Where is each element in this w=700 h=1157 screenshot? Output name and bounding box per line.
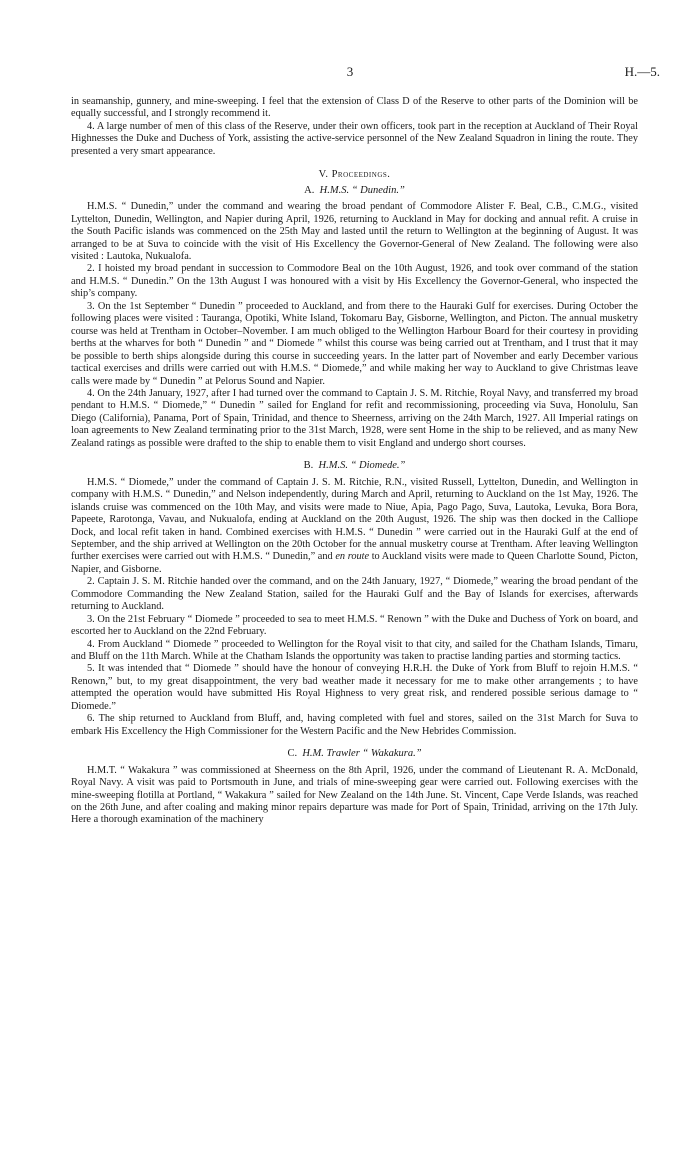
paragraph: 4. From Auckland “ Diomede ” proceeded to Wellington for the Royal visit to that city, and sailed for the Chatham Islands, Timaru, and Bluff on the 11th March. While at the Chatham Islands the opportunity was taken to practise landing parties and storming tactics.: [71, 638, 638, 663]
paragraph: H.M.S. “ Dunedin,” under the command and wearing the broad pendant of Commodore Alister F. Beal, C.B., C.M.G., visited Lyttelton, Dunedin, Wellington, and Napier during April, 1926, returning to Auckland in May for docking and annual refit. A cruise in the South Pacific islands was commenced on the 25th May and lasted until the return to Wellington at the beginning of August. It was arranged to be at Suva to coincide with the visit of His Excellency the Governor-General of New Zealand. The following were also visited : Lautoka, Nukualofa.: [71, 201, 638, 262]
paragraph: 3. On the 1st September “ Dunedin ” proceeded to Auckland, and from there to the Hauraki Gulf for exercises. During October the following places were visited : Tauranga, Opotiki, White Island, Tokomaru Bay, Gisborne, Wellington, and Picton. The annual musketry course was held at Trentham in October–November. I am much obliged to the Wellington Harbour Board for their courtesy in providing berths at the wharves for both “ Dunedin ” and “ Diomede ” whilst this course was being carried out at Trentham, and I trust that it may be possible to berth ships alongside during this course in succeeding years. In the latter part of November and early December various tactical exercises and drills were carried out with H.M.S. “ Diomede,” and while making her way to Auckland to give Christmas leave calls were made by “ Dunedin ” at Pelorus Sound and Napier.: [71, 300, 638, 387]
subsection-heading-dunedin: A. H.M.S. “ Dunedin.”: [304, 184, 405, 196]
paragraph: 5. It was intended that “ Diomede ” should have the honour of conveying H.R.H. the Duke of York from Bluff to rejoin H.M.S. “ Renown,” but, to my great disappointment, the very bad weather made it necessary for me to make other arrangements ; to have attempted the operation would have submitted His Royal Highness to very great risk, and rendered possible serious damage to “ Diomede.”: [71, 663, 638, 712]
document-reference: H.—5.: [624, 64, 660, 79]
paragraph: 2. I hoisted my broad pendant in succession to Commodore Beal on the 10th August, 1926, and took over command of the station and H.M.S. “ Dunedin.” On the 13th August I was honoured with a visit by His Excellency the Governor-General, who inspected the ship’s company.: [71, 263, 638, 300]
paragraph: in seamanship, gunnery, and mine-sweeping. I feel that the extension of Class D of the Reserve to other parts of the Dominion will be equally successful, and I strongly recommend it.: [71, 96, 638, 120]
subsection-heading-diomede: B. H.M.S. “ Diomede.”: [303, 460, 406, 472]
page-number: 3: [346, 64, 354, 79]
paragraph: H.M.T. “ Wakakura ” was commissioned at Sheerness on the 8th April, 1926, under the command of Lieutenant R. A. McDonald, Royal Navy. A visit was paid to Portsmouth in June, and trials of mine-sweeping gear were carried out. Following exercises with the mine-sweeping flotilla at Portland, “ Wakakura ” sailed for New Zealand on the 14th June. St. Vincent, Cape Verde Islands, was reached on the 26th June, and after coaling and making minor repairs departure was made for Port of Spain, Trinidad, arriving on the 17th July. Here a thorough examination of the machinery: [71, 764, 638, 826]
subsection-heading-wakakura: C. H.M. Trawler “ Wakakura.”: [287, 748, 422, 760]
paragraph: 3. On the 21st February “ Diomede ” proceeded to sea to meet H.M.S. “ Renown ” with the Duke and Duchess of York on board, and escorted her to Auckland on the 22nd February.: [71, 613, 638, 638]
paragraph: 4. On the 24th January, 1927, after I had turned over the command to Captain J. S. M. Ritchie, Royal Navy, and transferred my broad pendant to H.M.S. “ Diomede,” “ Dunedin ” sailed for England for refit and recommissioning, proceeding via Suva, Honolulu, San Diego (California), Panama, Port of Spain, Trinidad, and thence to Sheerness, arriving on the 24th March, 1927. All Imperial ratings on loan agreements to New Zealand terminating prior to the 31st March, 1928, were sent Home in the ship to be relieved, and as many New Zealand ratings as possible were drafted to the ship to enable them to visit England and undergo short courses.: [71, 387, 638, 449]
paragraph: H.M.S. “ Diomede,” under the command of Captain J. S. M. Ritchie, R.N., visited Russell, Lyttelton, Dunedin, and Wellington in company with H.M.S. “ Dunedin,” and Nelson independently, during March and April, returning to Auckland on the 1st May, 1926. The islands cruise was commenced on the 10th May, and visits were made to Niue, Apia, Pago Pago, Suva, Lautoka, Levuka, Bora Bora, Papeete, Rarotonga, Vavau, and Nukualofa, ending at Auckland on the 20th August, 1926. The ship was then docked in the Calliope Dock, and local refit taken in hand. Combined exercises with H.M.S. “ Dunedin ” were carried out in the Hauraki Gulf at the end of September, and the ship arrived at Wellington on the 20th October for the annual musketry course at Trentham. After leaving Wellington further exercises were carried out with H.M.S. “ Dunedin,” and en route to Auckland visits were made to Queen Charlotte Sound, Picton, Napier, and Gisborne.: [71, 476, 638, 575]
body-text: [71, 96, 638, 827]
paragraph: 6. The ship returned to Auckland from Bluff, and, having completed with fuel and stores, sailed on the 31st March for Suva to embark His Excellency the High Commissioner for the Western Pacific and the New Hebrides Commission.: [71, 713, 638, 737]
paragraph: 2. Captain J. S. M. Ritchie handed over the command, and on the 24th January, 1927, “ Diomede,” wearing the broad pendant of the Commodore Commanding the New Zealand Station, sailed for the Hauraki Gulf and the Bay of Islands for exercises, afterwards returning to Auckland.: [71, 576, 638, 613]
section-heading: V. Proceedings.: [318, 169, 391, 181]
paragraph: 4. A large number of men of this class of the Reserve, under their own officers, took part in the reception at Auckland of Their Royal Highnesses the Duke and Duchess of York, assisting the active-service personnel of the New Zealand Squadron in lining the route. They presented a very smart appearance.: [71, 120, 638, 157]
